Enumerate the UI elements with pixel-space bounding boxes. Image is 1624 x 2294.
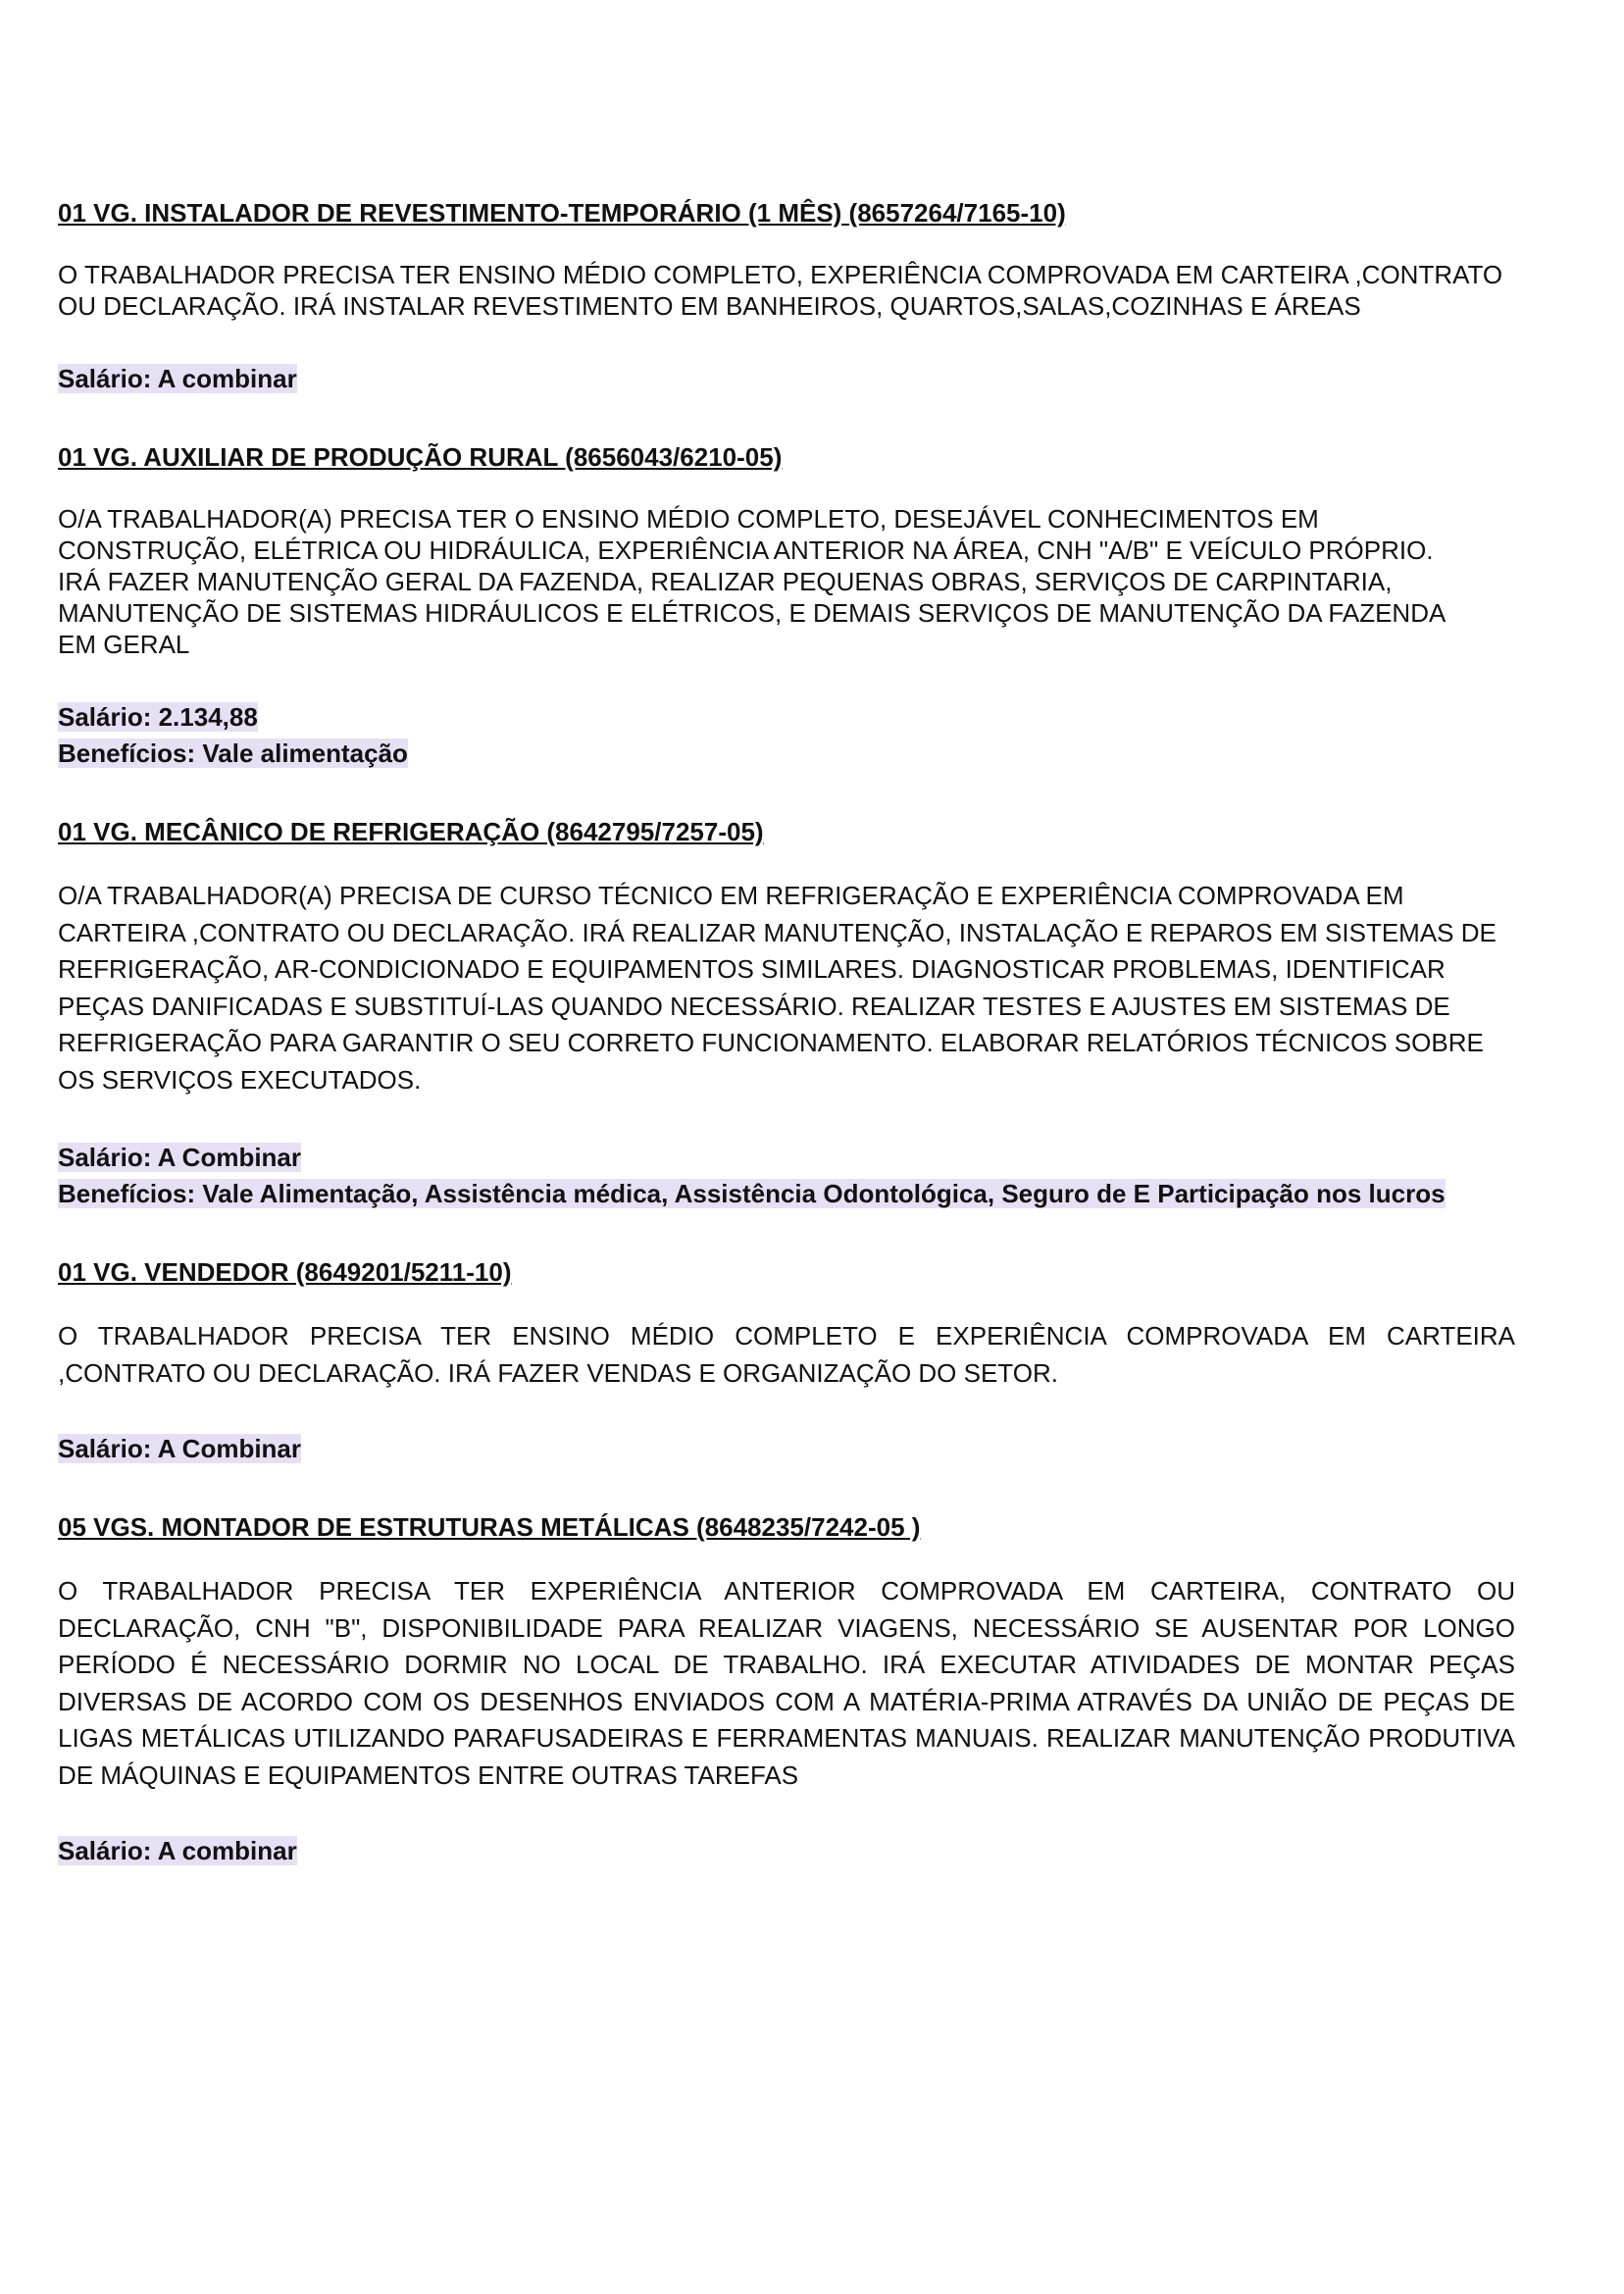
- job-description: O TRABALHADOR PRECISA TER EXPERIÊNCIA ANTERIOR COMPROVADA EM CARTEIRA, CONTRATO OU DECLARAÇÃO, CNH "B", DISPONIBILIDADE PARA REALIZAR VIAGENS, NECESSÁRIO SE AUSENTAR POR LONGO PERÍODO É NECESSÁRIO DORMIR NO LOCAL DE TRABALHO. IRÁ EXECUTAR ATIVIDADES DE MONTAR PEÇAS DIVERSAS DE ACORDO COM OS DESENHOS ENVIADOS COM A MATÉRIA-PRIMA ATRAVÉS DA UNIÃO DE PEÇAS DE LIGAS METÁLICAS UTILIZANDO PARAFUSADEIRAS E FERRAMENTAS MANUAIS. REALIZAR MANUTENÇÃO PRODUTIVA DE MÁQUINAS E EQUIPAMENTOS ENTRE OUTRAS TAREFAS: [58, 1576, 1515, 1790]
- job-description: O/A TRABALHADOR(A) PRECISA TER O ENSINO MÉDIO COMPLETO, DESEJÁVEL CONHECIMENTOS EM CONSTRUÇÃO, ELÉTRICA OU HIDRÁULICA, EXPERIÊNCIA ANTERIOR NA ÁREA, CNH "A/B" E VEÍCULO PRÓPRIO. IRÁ FAZER MANUTENÇÃO GERAL DA FAZENDA, REALIZAR PEQUENAS OBRAS, SERVIÇOS DE CARPINTARIA, MANUTENÇÃO DE SISTEMAS HIDRÁULICOS E ELÉTRICOS, E DEMAIS SERVIÇOS DE MANUTENÇÃO DA FAZENDA EM GERAL: [58, 504, 1445, 659]
- benefits-text: Benefícios: Vale alimentação: [58, 739, 408, 768]
- job-listing: [58, 815, 1519, 1212]
- benefits-text: Benefícios: Vale Alimentação, Assistência médica, Assistência Odontológica, Seguro de E Participação nos lucros: [58, 1179, 1446, 1208]
- benefits-line: [58, 1176, 1490, 1212]
- job-title: 05 VGS. MONTADOR DE ESTRUTURAS METÁLICAS (8648235/7242-05 ): [58, 1512, 921, 1542]
- job-listing: [58, 1510, 1519, 1869]
- job-description: O/A TRABALHADOR(A) PRECISA DE CURSO TÉCNICO EM REFRIGERAÇÃO E EXPERIÊNCIA COMPROVADA EM CARTEIRA ,CONTRATO OU DECLARAÇÃO. IRÁ REALIZAR MANUTENÇÃO, INSTALAÇÃO E REPAROS EM SISTEMAS DE REFRIGERAÇÃO, AR-CONDICIONADO E EQUIPAMENTOS SIMILARES. DIAGNOSTICAR PROBLEMAS, IDENTIFICAR PEÇAS DANIFICADAS E SUBSTITUÍ-LAS QUANDO NECESSÁRIO. REALIZAR TESTES E AJUSTES EM SISTEMAS DE REFRIGERAÇÃO PARA GARANTIR O SEU CORRETO FUNCIONAMENTO. ELABORAR RELATÓRIOS TÉCNICOS SOBRE OS SERVIÇOS EXECUTADOS.: [58, 881, 1497, 1095]
- salary-line: [58, 361, 1519, 397]
- salary-line: [58, 699, 1519, 736]
- job-title: 01 VG. VENDEDOR (8649201/5211-10): [58, 1257, 512, 1287]
- job-title: 01 VG. AUXILIAR DE PRODUÇÃO RURAL (8656043/6210-05): [58, 442, 783, 472]
- salary-text: Salário: A combinar: [58, 1836, 297, 1865]
- salary-text: Salário: A Combinar: [58, 1434, 302, 1463]
- salary-text: Salário: A combinar: [58, 364, 297, 393]
- salary-line: [58, 1833, 1519, 1869]
- job-description: O TRABALHADOR PRECISA TER ENSINO MÉDIO COMPLETO E EXPERIÊNCIA COMPROVADA EM CARTEIRA ,CONTRATO OU DECLARAÇÃO. IRÁ FAZER VENDAS E ORGANIZAÇÃO DO SETOR.: [58, 1321, 1515, 1388]
- job-listings: [58, 196, 1519, 1910]
- salary-line: [58, 1140, 1519, 1176]
- job-title: 01 VG. INSTALADOR DE REVESTIMENTO-TEMPORÁRIO (1 MÊS) (8657264/7165-10): [58, 198, 1066, 228]
- job-listing: [58, 196, 1519, 397]
- job-listing: [58, 440, 1519, 772]
- job-listing: [58, 1255, 1519, 1467]
- salary-text: Salário: A Combinar: [58, 1143, 302, 1172]
- benefits-line: [58, 736, 1519, 772]
- job-description: O TRABALHADOR PRECISA TER ENSINO MÉDIO COMPLETO, EXPERIÊNCIA COMPROVADA EM CARTEIRA ,CONTRATO OU DECLARAÇÃO. IRÁ INSTALAR REVESTIMENTO EM BANHEIROS, QUARTOS,SALAS,COZINHAS E ÁREAS: [58, 260, 1503, 321]
- job-title: 01 VG. MECÂNICO DE REFRIGERAÇÃO (8642795/7257-05): [58, 817, 764, 846]
- salary-line: [58, 1431, 1519, 1467]
- salary-text: Salário: 2.134,88: [58, 702, 258, 732]
